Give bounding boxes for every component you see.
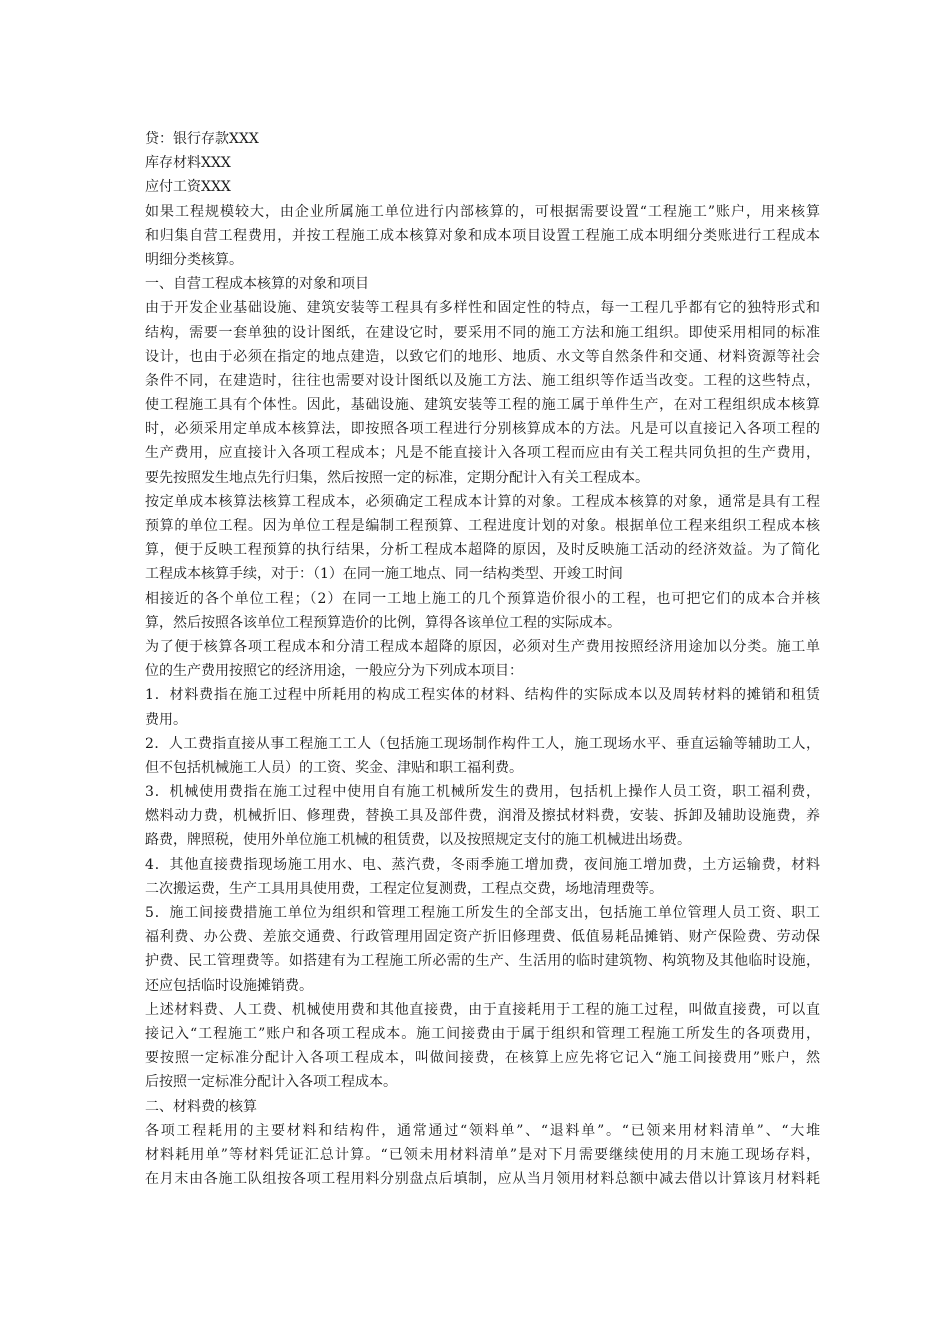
text-line: 3．机械使用费指在施工过程中使用自有施工机械所发生的费用，包括机上操作人员工资，职工福利费， [145, 784, 820, 801]
text-line: 时，必须采用定单成本核算法，即按照各项工程进行分别核算成本的方法。凡是可以直接记入各项工程的 [145, 421, 820, 438]
text-line: 生产费用，应直接计入各项工程成本；凡是不能直接计入各项工程而应由有关工程共同负担的生产费用， [145, 445, 820, 462]
text-line: 按定单成本核算法核算工程成本，必须确定工程成本计算的对象。工程成本核算的对象，通常是具有工程 [145, 493, 820, 510]
text-line: 护费、民工管理费等。如搭建有为工程施工所必需的生产、生活用的临时建筑物、构筑物及其他临时设施， [145, 953, 820, 970]
text-line: 预算的单位工程。因为单位工程是编制工程预算、工程进度计划的对象。根据单位工程来组织工程成本核 [145, 518, 820, 534]
text-line: 二次搬运费，生产工具用具使用费，工程定位复测费，工程点交费，场地清理费等。 [145, 880, 663, 897]
text-line: 应付工资XXX [145, 179, 231, 196]
text-line: 后按照一定标准分配计入各项工程成本。 [145, 1074, 397, 1091]
text-line: 但不包括机械施工人员）的工资、奖金、津贴和职工福利费。 [145, 759, 523, 776]
text-line: 位的生产费用按照它的经济用途，一般应分为下列成本项目： [145, 663, 523, 680]
text-line: 路费，牌照税，使用外单位施工机械的租赁费，以及按照规定支付的施工机械进出场费。 [145, 832, 691, 849]
text-line: 条件不同，在建造时，往往也需要对设计图纸以及施工方法、施工组织等作适当改变。工程的这些特点， [145, 372, 820, 389]
text-line: 各项工程耗用的主要材料和结构件，通常通过“领料单”、“退料单”。“已领来用材料清单”、“大堆 [145, 1122, 820, 1139]
text-line: 2．人工费指直接从事工程施工工人（包括施工现场制作构件工人，施工现场水平、垂直运输等辅助工人， [145, 735, 820, 752]
text-line: 由于开发企业基础设施、建筑安装等工程具有多样性和固定性的特点，每一工程几乎都有它的独特形式和 [145, 300, 820, 317]
text-line: 使工程施工具有个体性。因此，基础设施、建筑安装等工程的施工属于单件生产，在对工程组织成本核算 [145, 397, 820, 414]
text-line: 在月末由各施工队组按各项工程用料分别盘点后填制，应从当月领用材料总额中减去借以计算该月材料耗 [145, 1171, 820, 1188]
text-line: 费用。 [145, 711, 187, 728]
text-line: 上述材料费、人工费、机械使用费和其他直接费，由于直接耗用于工程的施工过程，叫做直接费，可以直 [145, 1001, 820, 1018]
text-line: 接记入“工程施工”账户和各项工程成本。施工间接费由于属于组织和管理工程施工所发生的各项费用， [145, 1025, 820, 1042]
text-line: 明细分类核算。 [145, 251, 243, 268]
text-line: 要按照一定标准分配计入各项工程成本，叫做间接费，在核算上应先将它记入“施工间接费用”账户，然 [145, 1050, 820, 1067]
text-line: 设计，也由于必须在指定的地点建造，以致它们的地形、地质、水文等自然条件和交通、材料资源等社会 [145, 348, 820, 365]
text-line: 5．施工间接费措施工单位为组织和管理工程施工所发生的全部支出，包括施工单位管理人员工资、职工 [145, 905, 820, 921]
text-line: 1．材料费指在施工过程中所耗用的构成工程实体的材料、结构件的实际成本以及周转材料的摊销和租赁 [145, 687, 820, 704]
text-line: 二、材料费的核算 [145, 1098, 257, 1115]
text-line: 还应包括临时设施摊销费。 [145, 977, 313, 994]
text-line: 燃料动力费，机械折旧、修理费，替换工具及部件费，润滑及擦拭材料费，安装、拆卸及辅助设施费，养 [145, 808, 820, 825]
text-line: 和归集自营工程费用，并按工程施工成本核算对象和成本项目设置工程施工成本明细分类账进行工程成本 [145, 227, 820, 244]
text-line: 福利费、办公费、差旅交通费、行政管理用固定资产折旧修理费、低值易耗品摊销、财产保险费、劳动保 [145, 929, 820, 946]
text-line: 为了便于核算各项工程成本和分清工程成本超降的原因，必须对生产费用按照经济用途加以分类。施工单 [145, 638, 820, 655]
text-line: 4．其他直接费指现场施工用水、电、蒸汽费，冬雨季施工增加费，夜间施工增加费，土方运输费，材料 [145, 856, 820, 873]
text-line: 结构，需要一套单独的设计图纸，在建设它时，要采用不同的施工方法和施工组织。即使采用相同的标准 [145, 324, 820, 341]
document-body [145, 127, 820, 1191]
text-line: 材料耗用单”等材料凭证汇总计算。“已领未用材料清单”是对下月需要继续使用的月末施工现场存料， [145, 1146, 820, 1163]
text-line: 库存材料XXX [145, 155, 231, 172]
text-line: 一、自营工程成本核算的对象和项目 [145, 276, 369, 293]
text-line: 如果工程规模较大，由企业所属施工单位进行内部核算的，可根据需要设置“工程施工”账户，用来核算 [145, 203, 820, 220]
text-line: 要先按照发生地点先行归集，然后按照一定的标准，定期分配计入有关工程成本。 [145, 469, 649, 486]
text-line: 算，然后按照各该单位工程预算造价的比例，算得各该单位工程的实际成本。 [145, 614, 621, 631]
text-line: 工程成本核算手续，对于：（1）在同一施工地点、同一结构类型、开竣工时间 [145, 566, 623, 583]
text-line: 算，便于反映工程预算的执行结果，分析工程成本超降的原因，及时反映施工活动的经济效益。为了简化 [145, 542, 820, 559]
text-line: 贷：银行存款XXX [145, 131, 259, 147]
text-line: 相接近的各个单位工程；（2）在同一工地上施工的几个预算造价很小的工程，也可把它们的成本合并核 [145, 590, 820, 607]
